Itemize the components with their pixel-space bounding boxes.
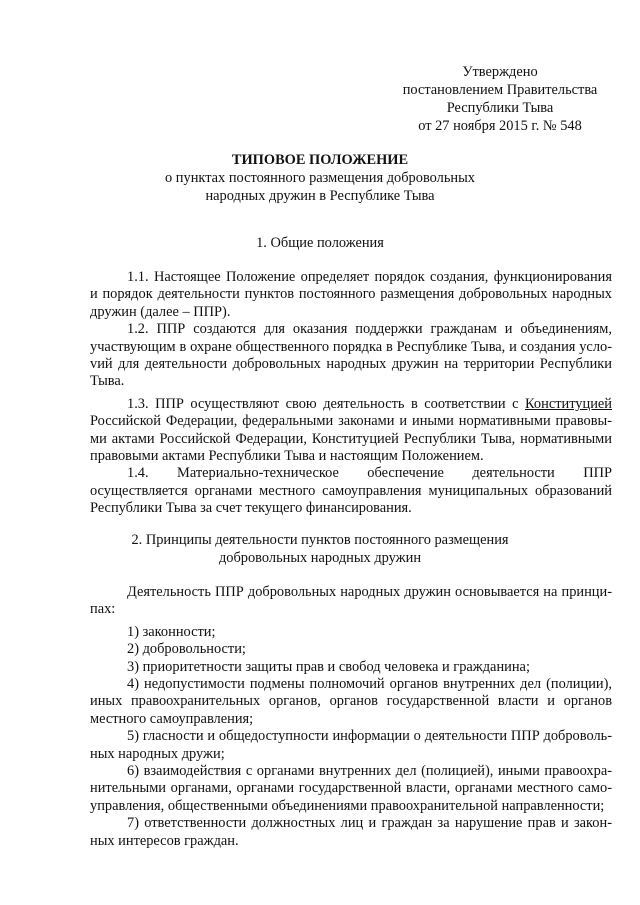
list-item: 5) гласности и общедоступности информации о деятельности ППР добровольных народных дружи; (90, 728, 612, 762)
list-item: 6) взаимодействия с органами внутренних дел (полицией), иными правоохранительными органами, органами государственной власти, органами местного самоуправления, общественными объединениями правоохранительной направленности; (90, 763, 612, 814)
title-subtitle: народных дружин в Республике Тыва (205, 188, 435, 204)
section-2-heading (0, 531, 640, 567)
title-subtitle: о пунктах постоянного размещения добровольных (165, 170, 475, 186)
constitution-link[interactable]: Конституцией (525, 395, 612, 412)
section-1-body (90, 269, 612, 518)
list-item: 7) ответственности должностных лиц и граждан за нарушение прав и законных интересов граждан. (90, 815, 612, 849)
approval-line: от 27 ноября 2015 г. № 548 (418, 118, 582, 134)
section-2-body (90, 584, 612, 850)
section-2-heading-line: 2. Принципы деятельности пунктов постоянного размещения (131, 532, 509, 548)
paragraph: 1.2. ППР создаются для оказания поддержки гражданам и объединениям, участвующим в охране общественного порядка в Республике Тыва, и создания услоvий для деятельности добровольных народных дружин на территории Республики Тыва. (90, 321, 612, 390)
section-1-heading: 1. Общие положения (256, 235, 384, 251)
section-2-heading-line: добровольных народных дружин (218, 550, 422, 566)
document-title (0, 151, 640, 205)
paragraph: 1.1. Настоящее Положение определяет порядок создания, функционирования и порядок деятельности пунктов постоянного размещения добровольных народных дружин (далее – ППР). (90, 269, 612, 320)
list-item: 2) добровольности; (127, 641, 246, 658)
paragraph: Деятельность ППР добровольных народных дружин основывается на принципах: (90, 584, 612, 618)
list-item: 4) недопустимости подмены полномочий органов внутренних дел (полиции), иных правоохранительных органов, органов государственной власти и органов местного самоуправления; (90, 676, 612, 727)
approval-line: Утверждено (462, 64, 538, 80)
paragraph (90, 396, 612, 466)
list-item: 3) приоритетности защиты прав и свобод человека и гражданина; (127, 658, 530, 675)
paragraph: 1.4. Материально-техническое обеспечение деятельности ППР осуществляется органами местного самоуправления муниципальных образований Республики Тыва за счет текущего финансирования. (90, 465, 612, 517)
approval-line: Республики Тыва (446, 100, 554, 116)
paragraph-text: Российской Федерации, федеральными законами и иными нормативными правовыми актами Российской Федерации, Конституцией Республики Тыва, нормативными правовыми актами Республики Тыва и настоящим Положением. (90, 413, 612, 465)
approval-block (380, 63, 620, 135)
list-item: 1) законности; (127, 623, 216, 640)
title-main: ТИПОВОЕ ПОЛОЖЕНИЕ (231, 152, 409, 168)
paragraph-text: 1.3. ППР осуществляют свою деятельность в соответствии с (127, 395, 526, 412)
approval-line: постановлением Правительства (402, 82, 598, 98)
